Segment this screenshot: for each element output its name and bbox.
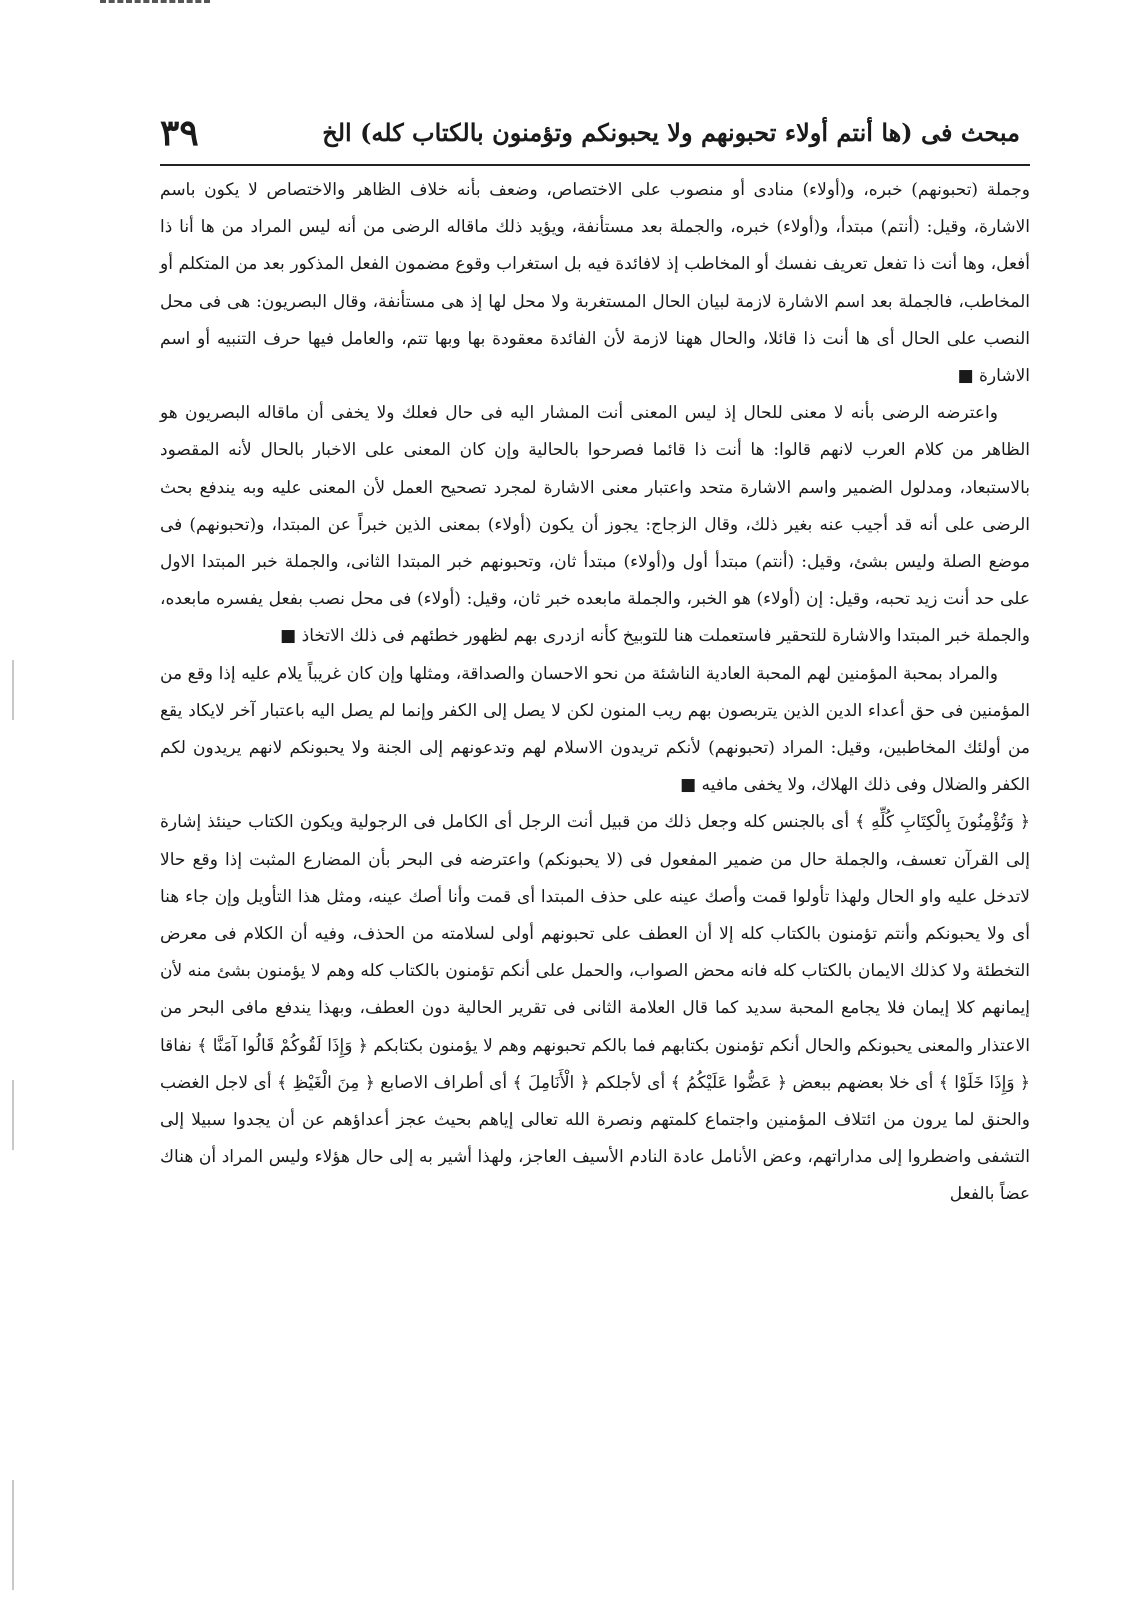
margin-mark	[12, 1480, 14, 1590]
paragraph: وجملة (تحبونهم) خبره، و(أولاء) منادى أو منصوب على الاختصاص، وضعف بأنه خلاف الظاهر والاختصاص لا يكون باسم الاشارة، وقيل: (أنتم) مبتدأ، و(أولاء) خبره، والجملة بعد مستأنفة، ويؤيد ذلك ماقاله الرضى من أنه ليس المراد من ها أنا ذا أفعل، وها أنت ذا تفعل تعريف نفسك أو المخاطب إذ لافائدة فيه بل استغراب وقوع مضمون الفعل المذكور بعد من المتكلم أو المخاطب، فالجملة بعد اسم الاشارة لازمة لبيان الحال المستغربة ولا محل لها إذ هى مستأنفة، وقال البصريون: هى فى محل النصب على الحال أى ها أنت ذا قائلا، والحال ههنا لازمة لأن الفائدة معقودة بها وبها تتم، والعامل فيها حرف التنبيه أو اسم الاشارة ■	[160, 180, 1030, 387]
page-number: ٣٩	[160, 112, 199, 154]
page-header	[160, 110, 1030, 166]
running-title: مبحث فی (ها أنتم أولاء تحبونهم ولا یحبونکم وتؤمنون بالکتاب کله) الخ	[322, 118, 1020, 147]
margin-mark	[12, 660, 14, 720]
paragraph: ﴿ وَتُؤْمِنُونَ بِالْكِتَابِ كُلِّهِ ﴾ أى بالجنس كله وجعل ذلك من قبيل أنت الرجل أى الكامل فى الرجولية ويكون الكتاب حينئذ إشارة إلى القرآن تعسف، والجملة حال من ضمير المفعول فى (لا يحبونكم) واعترضه فى البحر بأن المضارع المثبت إذا وقع حالا لاتدخل عليه واو الحال ولهذا تأولوا قمت وأصك عينه على حذف المبتدا أى قمت وأنا أصك عينه، ومثل هذا التأويل وإن جاء هنا أى ولا يحبونكم وأنتم تؤمنون بالكتاب كله إلا أن العطف على تحبونهم أولى لسلامته من الحذف، وفيه أن الكلام فى معرض التخطئة ولا كذلك الايمان بالكتاب كله فانه محض الصواب، والحمل على أنكم تؤمنون بالكتاب كله وهم لا يؤمنون بشئ منه لأن إيمانهم كلا إيمان فلا يجامع المحبة سديد كما قال العلامة الثانى فى تقرير الحالية دون العطف، وبهذا يندفع مافى البحر من الاعتذار والمعنى يحبونكم والحال أنكم تؤمنون بكتابهم فما بالكم تحبونهم وهم لا يؤمنون بكتابكم ﴿ وَإِذَا لَقُوكُمْ قَالُوا آمَنَّا ﴾ نفاقا ﴿ وَإِذَا خَلَوْا ﴾ أى خلا بعضهم ببعض ﴿ عَضُّوا عَلَيْكُمُ ﴾ أى لأجلكم ﴿ الْأَنَامِلَ ﴾ أى أطراف الاصابع ﴿ مِنَ الْغَيْظِ ﴾ أى لاجل الغضب والحنق لما يرون من ائتلاف المؤمنين واجتماع كلمتهم ونصرة الله تعالى إياهم بحيث عجز أعداؤهم عن أن يجدوا سبيلا إلى التشفى واضطروا إلى مداراتهم، وعض الأنامل عادة النادم الأسيف العاجز، ولهذا أشير به إلى حال هؤلاء وليس المراد أن هناك عضاً بالفعل	[160, 812, 1030, 1205]
top-dashed-line	[100, 0, 210, 13]
body-text	[160, 172, 1030, 1214]
paragraph: والمراد بمحبة المؤمنين لهم المحبة العادية الناشئة من نحو الاحسان والصداقة، ومثلها وإن كان غريباً يلام عليه إذا وقع من المؤمنين فى حق أعداء الدين الذين يتربصون بهم ريب المنون لكن لا يصل إلى الكفر وإنما لم يصل اليه باعتبار آخر لايكاد يقع من أولئك المخاطبين، وقيل: المراد (تحبونهم) لأنكم تريدون الاسلام لهم وتدعونهم إلى الجنة ولا يحبونكم لانهم يريدون لكم الكفر والضلال وفى ذلك الهلاك، ولا يخفى مافيه ■	[160, 663, 1030, 796]
paragraph: واعترضه الرضى بأنه لا معنى للحال إذ ليس المعنى أنت المشار اليه فى حال فعلك ولا يخفى أن ماقاله البصريون هو الظاهر من كلام العرب لانهم قالوا: ها أنت ذا قائما فصرحوا بالحالية وإن كان المعنى على الاخبار بالحال لأنه المقصود بالاستبعاد، ومدلول الضمير واسم الاشارة متحد واعتبار معنى الاشارة لمجرد تصحيح العمل لأن المعنى عليه وبه يندفع بحث الرضى على أنه قد أجيب عنه بغير ذلك، وقال الزجاج: يجوز أن يكون (أولاء) بمعنى الذين خبراً عن المبتدا، و(تحبونهم) فى موضع الصلة وليس بشئ، وقيل: (أنتم) مبتدأ أول و(أولاء) مبتدأ ثان، وتحبونهم خبر المبتدا الثانى، والجملة خبر المبتدا الاول على حد أنت زيد تحبه، وقيل: إن (أولاء) هو الخبر، والجملة مابعده خبر ثان، وقيل: (أولاء) فى محل نصب بفعل يفسره مابعده، والجملة خبر المبتدا والاشارة للتحقير فاستعملت هنا للتوبيخ كأنه ازدرى بهم لظهور خطئهم فى ذلك الاتخاذ ■	[160, 403, 1030, 647]
header-rule	[160, 164, 1030, 166]
margin-mark	[12, 1080, 14, 1150]
